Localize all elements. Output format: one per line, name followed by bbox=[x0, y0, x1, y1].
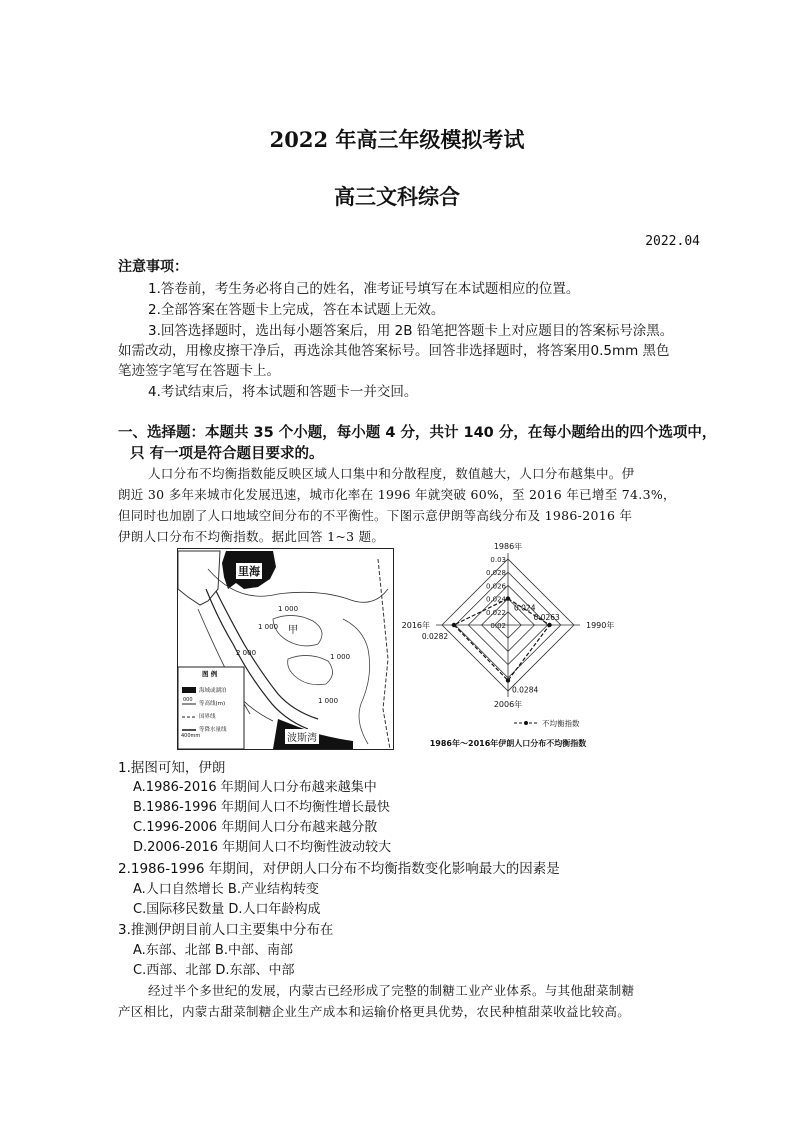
q2-stem: 2.1986-1996 年期间，对伊朗人口分布不均衡指数变化影响最大的因素是 bbox=[118, 861, 560, 877]
radar-tick-label-0: 0.02 bbox=[490, 622, 506, 630]
radar-tick-label-1: 0.022 bbox=[485, 608, 506, 617]
border-east bbox=[378, 559, 390, 749]
radar-tick-label-2: 0.024 bbox=[485, 595, 506, 604]
map-label-gulf: 波斯湾 bbox=[285, 729, 319, 744]
map-legend-item-sea: 海域或湖泊 bbox=[199, 688, 227, 694]
radar-point-2 bbox=[506, 678, 510, 682]
passage2-line-1: 经过半个多世纪的发展，内蒙古已经形成了完整的制糖工业产业体系。与其他甜菜制糖 bbox=[148, 983, 635, 998]
notice-line-3: 3.回答选择题时，选出每小题答案后，用 2B 铅笔把答题卡上对应题目的答案标号涂黑。 bbox=[148, 323, 674, 339]
radar-legend-marker bbox=[524, 721, 528, 725]
radar-category-label-0: 1986年 bbox=[493, 543, 523, 551]
q3-stem: 3.推测伊朗目前人口主要集中分布在 bbox=[118, 922, 334, 938]
section-heading-line-1: 一、选择题：本题共 35 个小题，每小题 4 分，共计 140 分，在每小题给出的四个选项中， bbox=[118, 425, 717, 441]
radar-value-label-3: 0.0282 bbox=[421, 632, 449, 641]
radar-point-1 bbox=[547, 623, 551, 627]
passage1-line-1: 人口分布不均衡指数能反映区域人口集中和分散程度，数值越大，人口分布越集中。伊 bbox=[148, 466, 635, 481]
map-label-contour-3: 1 000 bbox=[330, 653, 351, 661]
exam-title: 2022 年高三年级模拟考试 bbox=[269, 127, 525, 152]
map-label-contour-4: 2 000 bbox=[236, 649, 257, 657]
map-legend-item-rain: 等降水量线 bbox=[199, 727, 227, 733]
radar-chart bbox=[398, 543, 618, 753]
border-nw bbox=[178, 551, 220, 605]
passage1-line-4: 伊朗人口分布不均衡指数。据此回答 1~3 题。 bbox=[118, 529, 385, 544]
radar-point-0 bbox=[506, 596, 510, 600]
map-legend-title: 图 例 bbox=[202, 670, 218, 678]
passage2-line-2: 产区相比，内蒙古甜菜制糖企业生产成本和运输价格更具优势，农民种植甜菜收益比较高。 bbox=[118, 1004, 631, 1019]
q2-option-cd: C.国际移民数量 D.人口年龄构成 bbox=[133, 902, 321, 917]
notice-line-5: 笔迹签字笔写在答题卡上。 bbox=[118, 363, 280, 379]
exam-subtitle: 高三文科综合 bbox=[334, 184, 460, 209]
radar-value-label-1: 0.0263 bbox=[533, 613, 560, 622]
notice-line-6: 4.考试结束后，将本试题和答题卡一并交回。 bbox=[148, 384, 418, 400]
radar-legend-label: 不均衡指数 bbox=[542, 719, 580, 728]
contour-central-2 bbox=[288, 655, 333, 684]
map-label-contour-5: 1 000 bbox=[318, 697, 339, 705]
notice-title: 注意事项： bbox=[118, 259, 188, 275]
q1-option-b: B.1986-1996 年期间人口不均衡性增长最快 bbox=[133, 800, 391, 815]
radar-point-3 bbox=[452, 623, 456, 627]
map-legend-item-border: 国界线 bbox=[199, 714, 216, 720]
map-label-jia: 甲 bbox=[288, 625, 298, 636]
q1-stem: 1.据图可知，伊朗 bbox=[118, 760, 226, 776]
radar-tick-label-3: 0.026 bbox=[485, 582, 506, 591]
map-label-caspian: 里海 bbox=[238, 565, 260, 578]
q3-option-ab: A.东部、北部 B.中部、南部 bbox=[133, 943, 293, 958]
notice-line-1: 1.答卷前，考生务必将自己的姓名，准考证号填写在本试题相应的位置。 bbox=[148, 281, 580, 297]
q1-option-a: A.1986-2016 年期间人口分布越来越集中 bbox=[133, 780, 377, 795]
map-label-contour-1: 1 000 bbox=[278, 605, 299, 613]
radar-category-label-1: 1990年 bbox=[586, 621, 615, 630]
passage1-line-3: 但同时也加剧了人口地域空间分布的不平衡性。下图示意伊朗等高线分布及 1986-2016 年 bbox=[118, 508, 633, 523]
notice-line-2: 2.全部答案在答题卡上完成，答在本试题上无效。 bbox=[148, 302, 445, 318]
exam-date: 2022.04 bbox=[645, 234, 700, 249]
q1-option-c: C.1996-2006 年期间人口分布越来越分散 bbox=[133, 820, 378, 835]
passage1-line-2: 朗近 30 多年来城市化发展迅速，城市化率在 1996 年就突破 60%，至 2016 年已增至 74.3%， bbox=[118, 487, 676, 502]
radar-tick-label-5: 0.03 bbox=[490, 556, 506, 564]
map-legend-prefix-contour: 000 bbox=[183, 697, 193, 703]
iran-contour-map bbox=[177, 548, 394, 750]
q2-option-ab: A.人口自然增长 B.产业结构转变 bbox=[133, 882, 319, 897]
legend-sea-swatch bbox=[182, 687, 196, 693]
q1-option-d: D.2006-2016 年期间人口不均衡性波动较大 bbox=[133, 840, 392, 855]
map-label-contour-2: 1 000 bbox=[258, 623, 279, 631]
radar-tick-label-4: 0.028 bbox=[485, 569, 506, 578]
q3-option-cd: C.西部、北部 D.东部、中部 bbox=[133, 963, 295, 978]
radar-chart-svg bbox=[398, 543, 618, 753]
map-legend-item-contour: 等高线(m) bbox=[199, 701, 226, 707]
notice-line-4: 如需改动，用橡皮擦干净后，再选涂其他答案标号。回答非选择题时，将答案用0.5mm 黑色 bbox=[118, 343, 670, 359]
radar-value-label-0: 0.024 bbox=[514, 603, 536, 613]
radar-value-label-2: 0.0284 bbox=[512, 685, 539, 695]
radar-category-label-3: 2016年 bbox=[401, 621, 430, 630]
radar-category-label-2: 2006年 bbox=[493, 700, 523, 709]
contour-east bbox=[343, 619, 370, 744]
section-heading-line-2: 只 有一项是符合题目要求的。 bbox=[130, 446, 324, 462]
map-legend-prefix-rain: 400mm bbox=[181, 733, 201, 739]
radar-title: 1986年～2016年伊朗人口分布不均衡指数 bbox=[429, 739, 587, 748]
